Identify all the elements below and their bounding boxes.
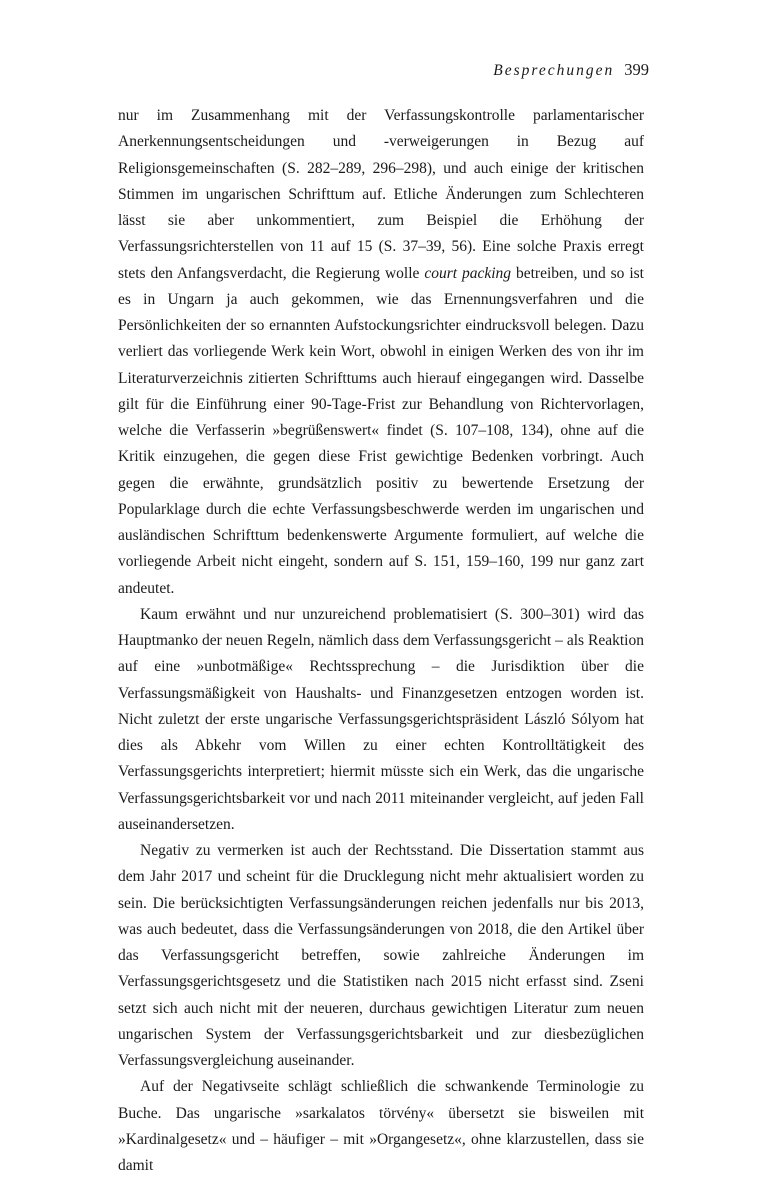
paragraph-2: Kaum erwähnt und nur unzureichend problematisiert (S. 300–301) wird das Hauptmanko der neuen Regeln, nämlich dass dem Verfassungsgericht – als Reaktion auf eine »unbotmäßige« Rechtssprechung – die Jurisdiktion über die Verfassungsmäßigkeit von Haushalts- und Finanzgesetzen entzogen worden ist. Nicht zuletzt der erste ungarische Verfassungsgerichtspräsident László Sólyom hat dies als Abkehr vom Willen zu einer echten Kontrolltätigkeit des Verfassungsgerichts interpretiert; hiermit müsste sich ein Werk, das die ungarische Verfassungsgerichtsbarkeit vor und nach 2011 miteinander vergleicht, auf jeden Fall auseinandersetzen. [118, 605, 644, 833]
paragraph-1-text-after: betreiben, und so ist es in Ungarn ja auch gekommen, wie das Ernennungsverfahren und die Persönlichkeiten der so ernannten Aufstockungsrichter eindrucksvoll belegen. Dazu verliert das vorliegende Werk kein Wort, obwohl in einigen Werken des von ihr im Literaturverzeichnis zitierten Schrifttums auch hierauf eingegangen wird. Dasselbe gilt für die Einführung einer 90-Tage-Frist zur Behandlung von Richtervorlagen, welche die Verfasserin »begrüßenswert« findet (S. 107–108, 134), ohne auf die Kritik einzugehen, die gegen diese Frist gewichtige Bedenken vorbringt. Auch gegen die erwähnte, grundsätzlich positiv zu bewertende Ersetzung der Popularklage durch die echte Verfassungsbeschwerde werden im ungarischen und ausländischen Schrifttum bedenkenswerte Argumente formuliert, auf welche die vorliegende Arbeit nicht eingeht, sondern auf S. 151, 159–160, 199 nur ganz zart andeutet. [118, 264, 644, 597]
paragraph-1-text-before: nur im Zusammenhang mit der Verfassungskontrolle parlamentarischer Anerkennungsentscheidungen und -verweigerungen in Bezug auf Religionsgemeinschaften (S. 282–289, 296–298), und auch einige der kritischen Stimmen im ungarischen Schrifttum auf. Etliche Änderungen zum Schlechteren lässt sie aber unkommentiert, zum Beispiel die Erhöhung der Verfassungsrichterstellen von 11 auf 15 (S. 37–39, 56). Eine solche Praxis erregt stets den Anfangsverdacht, die Regierung wolle [118, 107, 644, 282]
paragraph-4: Auf der Negativseite schlägt schließlich die schwankende Terminologie zu Buche. Das ungarische »sarkalatos törvény« übersetzt sie bisweilen mit »Kardinalgesetz« und – häufiger – mit »Organgesetz«, ohne klarzustellen, dass sie damit [118, 1078, 644, 1174]
running-title: Besprechungen [493, 62, 615, 79]
running-header [493, 60, 649, 81]
body-text [118, 103, 644, 1179]
paragraph-3: Negativ zu vermerken ist auch der Rechtsstand. Die Dissertation stammt aus dem Jahr 2017 und scheint für die Drucklegung nicht mehr aktualisiert worden zu sein. Die berücksichtigten Verfassungsänderungen reichen jedenfalls nur bis 2013, was auch bedeutet, dass die Verfassungsänderungen von 2018, die den Artikel über das Verfassungsgericht betreffen, sowie zahlreiche Änderungen im Verfassungsgerichtsgesetz und die Statistiken nach 2015 nicht erfasst sind. Zseni setzt sich auch nicht mit der neueren, durchaus gewichtigen Literatur zum neuen ungarischen System der Verfassungsgerichtsbarkeit und zur diesbezüglichen Verfassungsvergleichung auseinander. [118, 842, 644, 1069]
paragraph-1 [118, 103, 644, 602]
page-number: 399 [624, 60, 649, 79]
paragraph-1-emphasis: court packing [424, 264, 512, 282]
